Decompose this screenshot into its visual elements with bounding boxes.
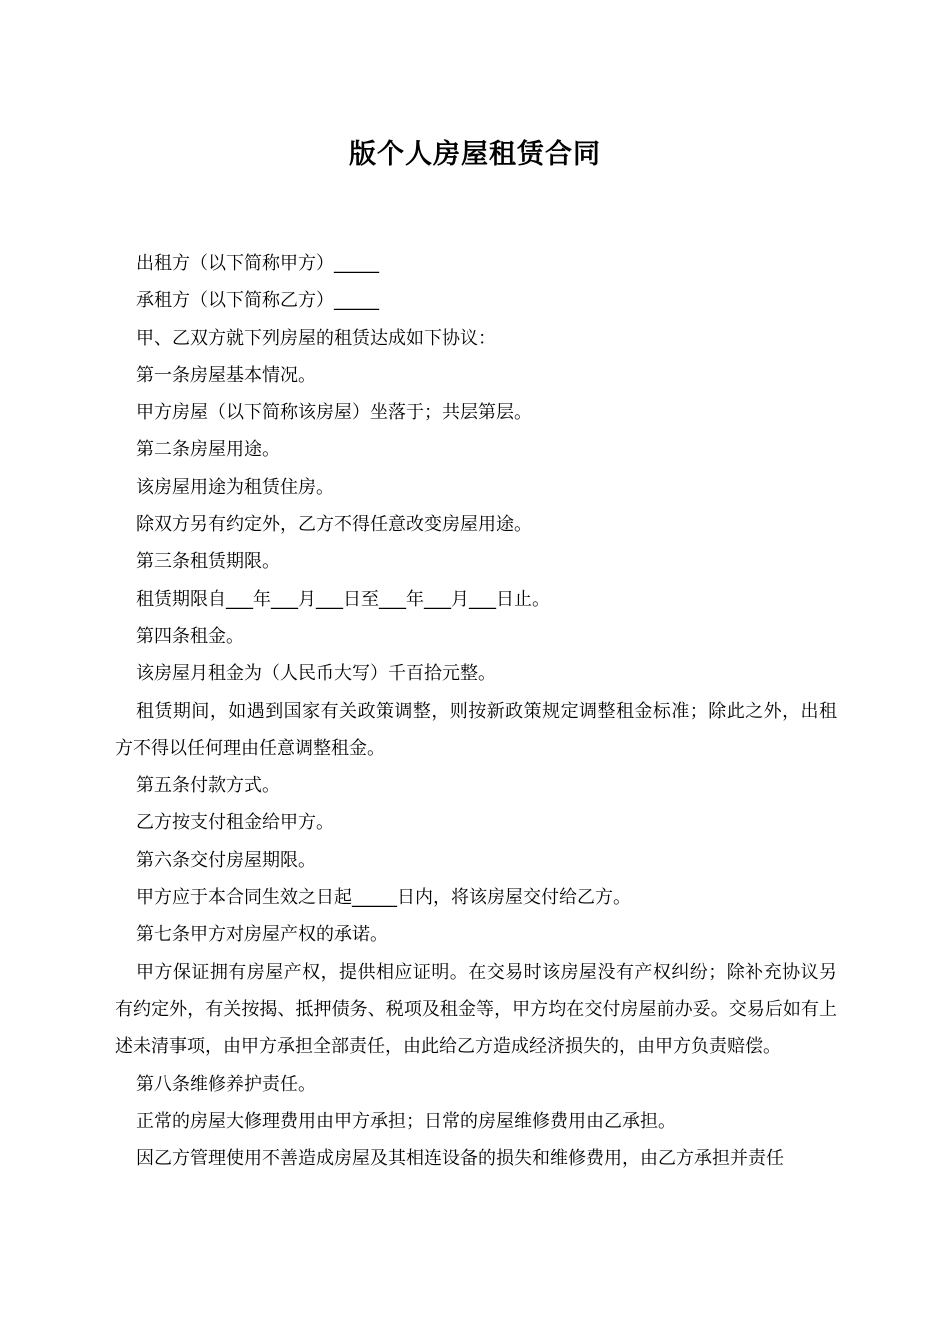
article-heading-2: 第二条房屋用途。 [136,439,280,461]
paragraph-ownership-guarantee: 甲方保证拥有房屋产权，提供相应证明。在交易时该房屋没有产权纠纷；除补充协议另有约定外，有关按揭、抵押债务、税项及租金等，甲方均在交付房屋前办妥。交易后如有上述未清事项，由甲方承担全部责任，由此给乙方造成经济损失的，由甲方负责赔偿。 [115,961,837,1058]
paragraph-lease-term: 租赁期限自___年___月___日至___年___月___日止。 [136,588,550,610]
paragraph-repair-costs: 正常的房屋大修理费用由甲方承担；日常的房屋维修费用由乙承担。 [136,1110,676,1132]
document-body [115,245,837,1177]
paragraph-lessee: 承租方（以下简称乙方）_____ [136,290,379,312]
article-heading-8: 第八条维修养护责任。 [136,1073,316,1095]
paragraph-house-use: 该房屋用途为租赁住房。 [136,476,334,498]
paragraph-damage-liability: 因乙方管理使用不善造成房屋及其相连设备的损失和维修费用，由乙方承担并责任 [136,1148,784,1170]
paragraph-payment: 乙方按支付租金给甲方。 [136,812,334,834]
article-heading-4: 第四条租金。 [136,625,244,647]
paragraph-agreement-intro: 甲、乙双方就下列房屋的租赁达成如下协议： [136,327,496,349]
article-heading-1: 第一条房屋基本情况。 [136,364,316,386]
article-heading-7: 第七条甲方对房屋产权的承诺。 [136,924,388,946]
paragraph-house-location: 甲方房屋（以下简称该房屋）坐落于；共层第层。 [136,402,532,424]
article-heading-3: 第三条租赁期限。 [136,551,280,573]
document-title: 版个人房屋租赁合同 [349,139,601,170]
article-heading-6: 第六条交付房屋期限。 [136,849,316,871]
paragraph-rent-adjustment: 租赁期间，如遇到国家有关政策调整，则按新政策规定调整租金标准；除此之外，出租方不得以任何理由任意调整租金。 [115,700,837,759]
paragraph-use-restriction: 除双方另有约定外，乙方不得任意改变房屋用途。 [136,514,532,536]
paragraph-lessor: 出租方（以下简称甲方）_____ [136,253,379,274]
article-heading-5: 第五条付款方式。 [136,775,280,797]
paragraph-monthly-rent: 该房屋月租金为（人民币大写）千百拾元整。 [136,663,496,685]
paragraph-delivery-term: 甲方应于本合同生效之日起_____日内，将该房屋交付给乙方。 [136,887,631,909]
